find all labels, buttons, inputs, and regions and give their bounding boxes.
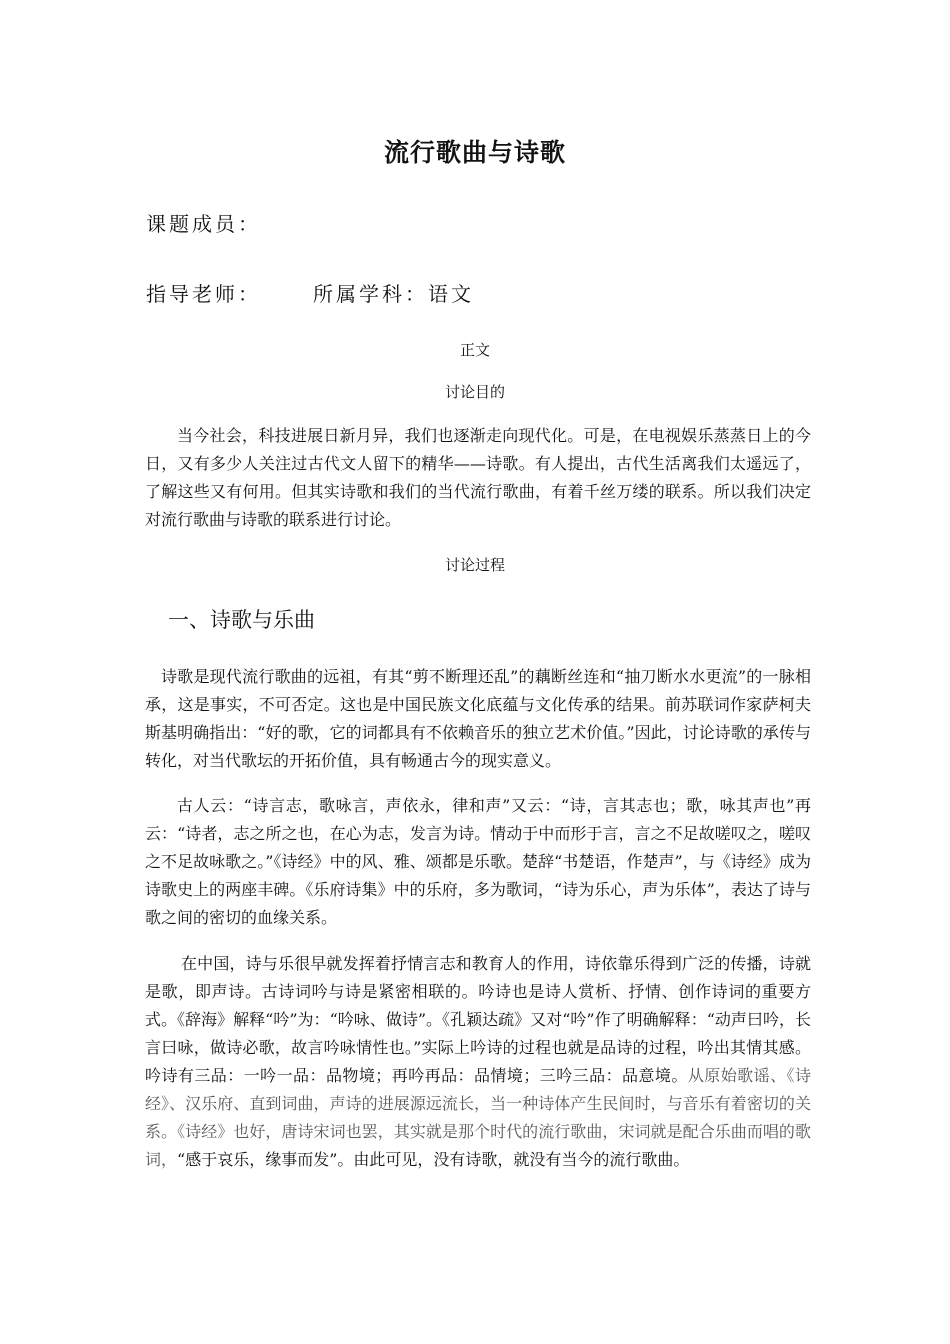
members-line (146, 208, 261, 237)
document-title: 流行歌曲与诗歌 (383, 138, 566, 167)
paragraph-3-part-b: 从原始歌谣、《诗经》、汉乐府、直到词曲，声诗的进展源远流长，当一种诗体产生民间时，与音乐有着密切的关系。《诗经》也好，唐诗宋词也罢，其实就是那个时代的流行歌曲，宋词就是配合乐曲而唱的歌词， (145, 1066, 811, 1169)
purpose-paragraph: 当今社会，科技进展日新月异，我们也逐渐走向现代化。可是，在电视娱乐蒸蒸日上的今日，又有多少人关注过古代文人留下的精华——诗歌。有人提出，古代生活离我们太遥远了，了解这些又有何用。但其实诗歌和我们的当代流行歌曲，有着千丝万缕的联系。所以我们决定对流行歌曲与诗歌的联系进行讨论。 (145, 426, 811, 529)
advisor-line (146, 278, 474, 307)
subject-label: 所属学科：语文 (313, 282, 474, 306)
purpose-heading: 讨论目的 (444, 383, 505, 401)
advisor-label: 指导老师： (146, 282, 261, 306)
paragraph-3 (145, 950, 811, 1174)
paragraph-3-part-a: 在中国，诗与乐很早就发挥着抒情言志和教育人的作用，诗依靠乐得到广泛的传播，诗就是歌，即声诗。古诗词吟与诗是紧密相联的。吟诗也是诗人赏析、抒情、创作诗词的重要方式。《辞海》解释“吟”为：“吟咏、做诗”。《孔颖达疏》又对“吟”作了明确解释：“动声曰吟，长言曰咏，做诗必歌，故言吟咏情性也。”实际上吟诗的过程也就是品诗的过程，吟出其情其感。吟诗有三品：一吟一品：品物境；再吟再品：品情境；三吟三品：品意境。 (145, 954, 811, 1085)
paragraph-2: 古人云：“诗言志，歌咏言，声依永，律和声”又云：“诗，言其志也；歌，咏其声也”再云：“诗者，志之所之也，在心为志，发言为诗。情动于中而形于言，言之不足故嗟叹之，嗟叹之不足故咏歌之。”《诗经》中的风、雅、颂都是乐歌。楚辞“书楚语，作楚声”，与《诗经》成为诗歌史上的两座丰碑。《乐府诗集》中的乐府，多为歌词，“诗为乐心，声为乐体”，表达了诗与歌之间的密切的血缘关系。 (145, 796, 811, 927)
members-label: 课题成员： (146, 212, 261, 236)
section-heading: 一、诗歌与乐曲 (168, 608, 315, 632)
paragraph-3-part-c: “感于哀乐，缘事而发”。由此可见，没有诗歌，就没有当今的流行歌曲。 (177, 1150, 690, 1169)
paragraph-1: 诗歌是现代流行歌曲的远祖，有其“剪不断理还乱”的藕断丝连和“抽刀断水水更流”的一脉相承，这是事实，不可否定。这也是中国民族文化底蕴与文化传承的结果。前苏联词作家萨柯夫斯基明确指出：“好的歌，它的词都具有不依赖音乐的独立艺术价值。”因此，讨论诗歌的承传与转化，对当代歌坛的开拓价值，具有畅通古今的现实意义。 (145, 667, 811, 770)
process-heading: 讨论过程 (444, 556, 505, 574)
body-label: 正文 (459, 341, 490, 359)
